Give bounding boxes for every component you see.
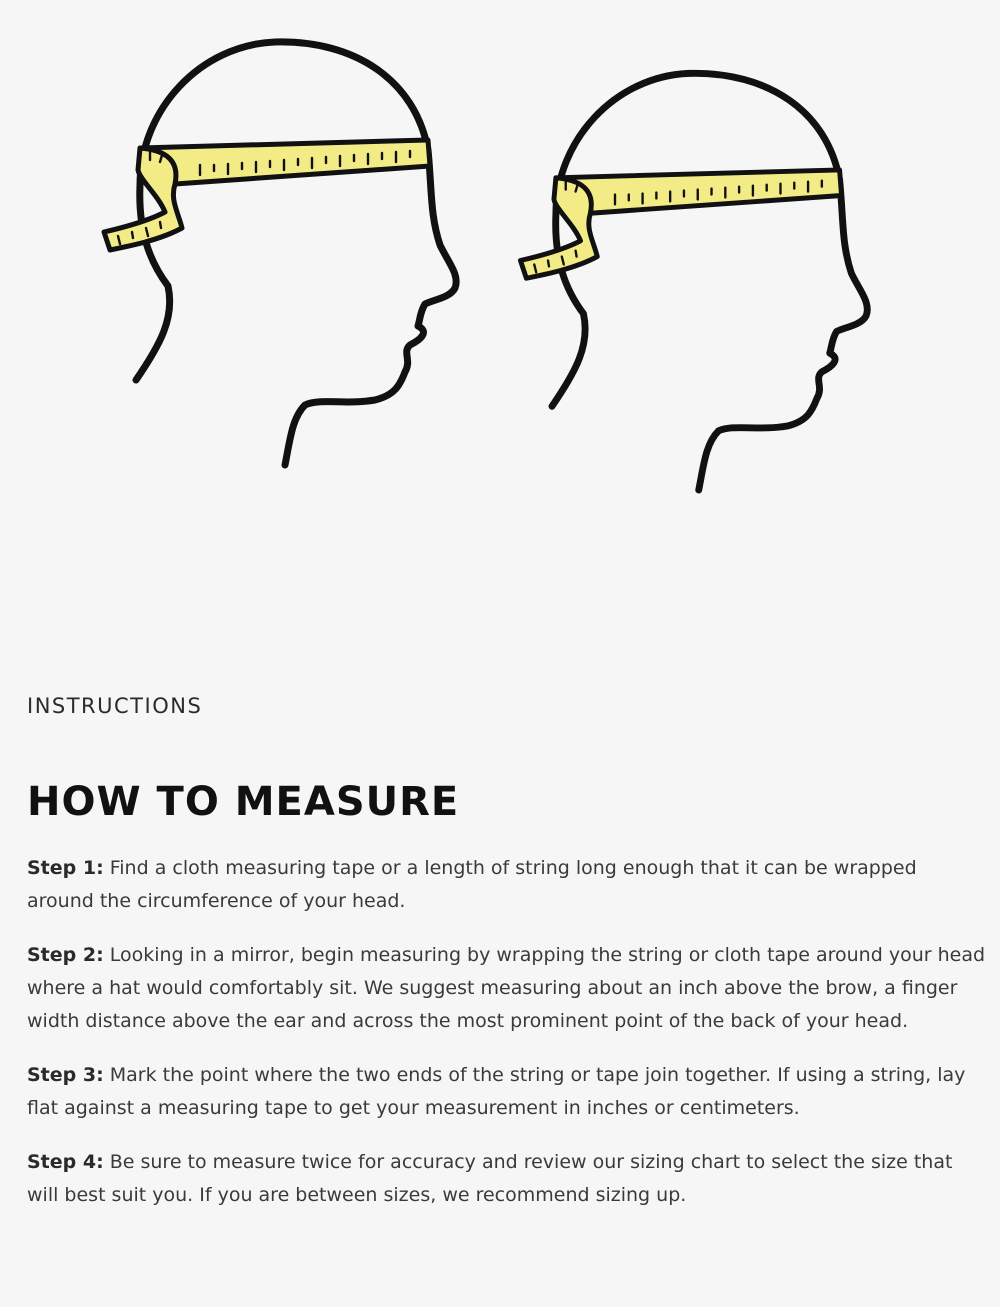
step-label: Step 3:: [27, 1064, 104, 1086]
instructions-section: [27, 690, 987, 1233]
steps-list: [27, 852, 987, 1212]
step-label: Step 2:: [27, 944, 104, 966]
step-item: [27, 939, 987, 1038]
page-title: HOW TO MEASURE: [27, 779, 460, 825]
section-eyebrow: INSTRUCTIONS: [27, 694, 203, 718]
head-measuring-tape-icon: [0, 0, 1000, 520]
step-label: Step 1:: [27, 857, 104, 879]
head-measuring-illustration: [0, 0, 1000, 520]
step-text: Be sure to measure twice for accuracy and review our sizing chart to select the size that will best suit you. If you are between sizes, we recommend sizing up.: [27, 1151, 953, 1206]
step-text: Find a cloth measuring tape or a length of string long enough that it can be wrapped around the circumference of your head.: [27, 857, 917, 912]
step-label: Step 4:: [27, 1151, 104, 1173]
step-text: Looking in a mirror, begin measuring by wrapping the string or cloth tape around your head where a hat would comfortably sit. We suggest measuring about an inch above the brow, a finger width distance above the ear and across the most prominent point of the back of your head.: [27, 944, 986, 1032]
step-item: [27, 852, 987, 918]
step-item: [27, 1146, 987, 1212]
step-item: [27, 1059, 987, 1125]
step-text: Mark the point where the two ends of the string or tape join together. If using a string, lay flat against a measuring tape to get your measurement in inches or centimeters.: [27, 1064, 966, 1119]
